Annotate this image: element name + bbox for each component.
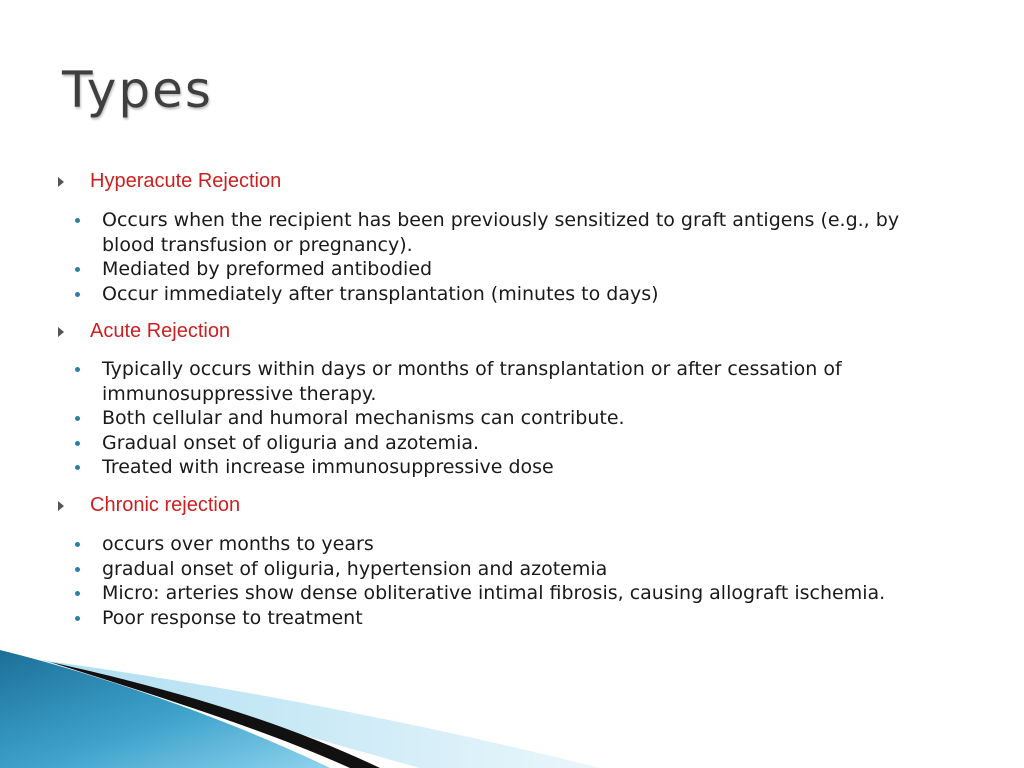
dot-bullet-icon: [75, 416, 80, 421]
section-heading-hyperacute: [58, 169, 281, 193]
list-item: [72, 208, 952, 257]
bullet-list-chronic: [72, 532, 952, 630]
list-item: [72, 257, 952, 282]
list-item: [72, 282, 952, 307]
bullet-text: Micro: arteries show dense obliterative intimal fibrosis, causing allograft ischemia.: [102, 582, 886, 604]
bullet-text: occurs over months to years: [102, 533, 374, 555]
section-label: Acute Rejection: [90, 320, 231, 342]
dot-bullet-icon: [75, 367, 80, 372]
list-item: [72, 406, 952, 431]
triangle-arrow-icon: [58, 177, 64, 187]
triangle-arrow-icon: [58, 501, 64, 511]
bullet-text: Typically occurs within days or months of transplantation or after cessation of immunosuppressive therapy.: [102, 358, 842, 405]
section-label: Hyperacute Rejection: [90, 170, 282, 192]
dot-bullet-icon: [75, 267, 80, 272]
section-label: Chronic rejection: [90, 494, 241, 516]
list-item: [72, 357, 952, 406]
slide-title: Types: [62, 61, 213, 119]
triangle-arrow-icon: [58, 327, 64, 337]
list-item: [72, 431, 952, 456]
section-heading-acute: [58, 319, 230, 343]
dot-bullet-icon: [75, 567, 80, 572]
dot-bullet-icon: [75, 465, 80, 470]
list-item: [72, 606, 952, 631]
bullet-text: Both cellular and humoral mechanisms can contribute.: [102, 407, 625, 429]
list-item: [72, 581, 952, 606]
bullet-list-hyperacute: [72, 208, 952, 306]
dot-bullet-icon: [75, 542, 80, 547]
bullet-text: Poor response to treatment: [102, 606, 363, 629]
dot-bullet-icon: [75, 292, 80, 297]
dot-bullet-icon: [75, 616, 80, 621]
dot-bullet-icon: [75, 591, 80, 596]
dot-bullet-icon: [75, 218, 80, 223]
section-heading-chronic: [58, 493, 240, 517]
bullet-text: gradual onset of oliguria, hypertension and azotemia: [102, 557, 608, 580]
bullet-text: Mediated by preformed antibodied: [102, 258, 433, 280]
dot-bullet-icon: [75, 441, 80, 446]
wave-decoration: [0, 640, 1024, 768]
list-item: [72, 532, 952, 557]
bullet-text: Gradual onset of oliguria and azotemia.: [102, 431, 480, 454]
list-item: [72, 557, 952, 582]
bullet-text: Treated with increase immunosuppressive dose: [102, 456, 554, 478]
bullet-list-acute: [72, 357, 952, 480]
bullet-text: Occurs when the recipient has been previously sensitized to graft antigens (e.g., by blood transfusion or pregnancy).: [102, 209, 900, 256]
list-item: [72, 455, 952, 480]
bullet-text: Occur immediately after transplantation (minutes to days): [102, 282, 659, 305]
